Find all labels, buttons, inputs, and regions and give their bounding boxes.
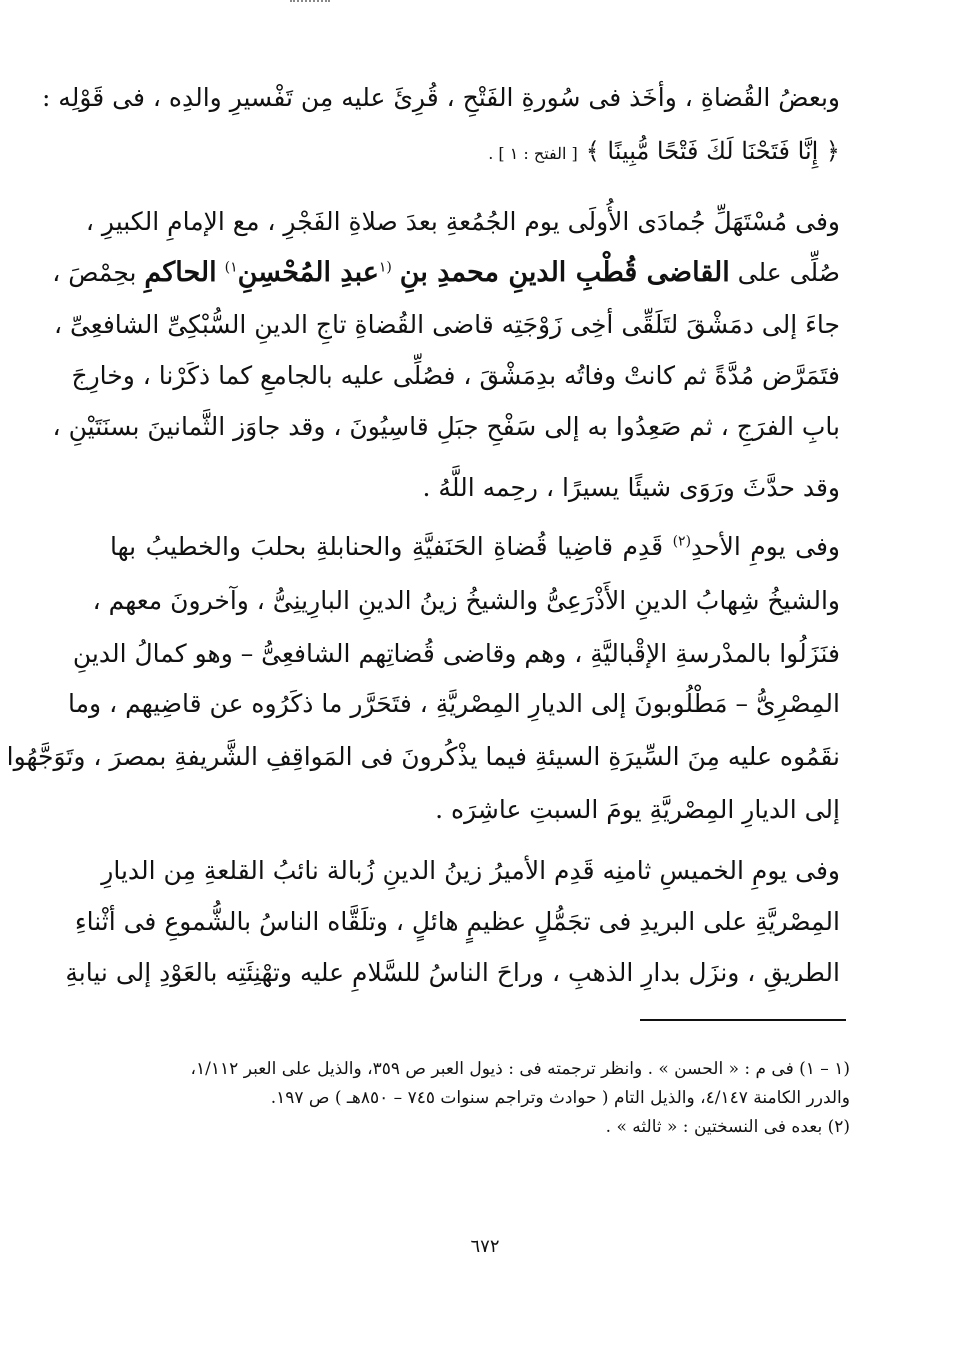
body-line: وفى مُسْتَهَلِّ جُمادَى الأُولَى يوم الجُمُعةِ بعدَ صلاةِ الفَجْرِ ، مع الإمامِ الكبيرِ ، xyxy=(85,207,840,236)
body-line: والشيخُ شِهابُ الدينِ الأَذْرَعِىُّ والشيخُ زينُ الدينِ البارِينِىُّ ، وآخرونَ معهم ، xyxy=(92,586,840,615)
body-line-quran xyxy=(110,131,840,174)
body-line: المِصْرِىُّ – مَطْلُوبونَ إلى الديارِ المِصْريَّةِ ، فتَحَرَّر ما ذكَرُوه عن قاضِيهم ، وما xyxy=(68,689,840,718)
body-line-name xyxy=(52,253,840,293)
footnote-line: (٢) بعده فى النسختين : « ثالثه » . xyxy=(605,1117,850,1137)
body-line: جاءَ إلى دمَشْقَ لتَلَقِّى أخِى زَوْجَتِه قاضى القُضاةِ تاجِ الدينِ السُّبْكِىِّ الشافعِىِّ ، xyxy=(53,310,840,339)
text-run: وفى يومِ الأحدِ xyxy=(691,532,840,561)
body-line: إلى الديارِ المِصْريَّةِ يومَ السبتِ عاشِرَه . xyxy=(435,795,840,824)
body-line-fn xyxy=(110,527,840,567)
footnote-marker: (١ xyxy=(378,259,392,276)
text-run: بحِمْصَ ، xyxy=(52,258,137,287)
verse-reference: [ الفتح : ١ ] . xyxy=(488,144,578,163)
body-line: وبعضُ القُضاةِ ، وأخَذ فى سُورةِ الفَتْحِ ، قُرِئَ عليه مِن تَفْسيرِ والدِه ، فى قَوْلِه : xyxy=(41,83,840,112)
person-name: القاضى قُطْبِ الدينِ محمدِ بنِ xyxy=(399,257,730,288)
body-line: فنَزَلُوا بالمدْرسةِ الإقْباليَّةِ ، وهم وقاضى قُضاتِهم الشافعِىُّ – وهو كمالُ الدينِ xyxy=(72,639,840,668)
body-line: فتَمَرَّض مُدَّةً ثم كانتْ وفاتُه بدِمَشْقَ ، فصُلِّى عليه بالجامعِ كما ذكَرْنا ، وخارِجَ xyxy=(71,361,840,390)
footnote-line: (١ – ١) فى م : « الحسن » . وانظر ترجمته فى : ذيول العبر ص ٣٥٩، والذيل على العبر ١/١١٢، xyxy=(190,1059,850,1079)
footnote-line: والدرر الكامنة ٤/١٤٧، والذيل التام ( حوادث وتراجم سنوات ٧٤٥ – ٨٥٠هـ ) ص ١٩٧. xyxy=(270,1088,850,1108)
page-number: ٦٧٢ xyxy=(470,1236,500,1257)
body-line: نقَمُوه عليه مِنَ السِّيرَةِ السيئةِ فيما يذْكُرونَ فى المَواقِفِ الشَّريفةِ بمصرَ ، وتَوَجَّهُوا xyxy=(6,742,840,771)
person-title: الحاكمِ xyxy=(144,257,217,288)
scan-mark xyxy=(290,0,330,6)
quran-verse: ﴿ إِنَّا فَتَحْنَا لَكَ فَتْحًا مُّبِينًا ﴾ xyxy=(585,137,840,165)
body-line: المِصْريَّةِ على البريدِ فى تجَمُّلٍ عظيمٍ هائلٍ ، وتلَقَّاه الناسُ بالشُّموعِ فى أثْناءِ xyxy=(74,907,840,936)
body-line: وقد حدَّثَ ورَوَى شيئًا يسيرًا ، رحِمه اللَّهُ . xyxy=(422,473,840,502)
footnote-marker: (٢) xyxy=(672,533,692,550)
text-run: قَدِم قاضِيا قُضاةِ الحَنَفيَّةِ والحنابلةِ بحلبَ والخطيبُ بها xyxy=(110,532,664,561)
person-name: عبدِ المُحْسِنِ xyxy=(237,257,379,288)
body-line: وفى يومِ الخميسِ ثامنِه قَدِم الأميرُ زينُ الدينِ زُبالة نائبُ القلعةِ مِن الديارِ xyxy=(101,856,840,885)
footnote-divider xyxy=(640,1019,846,1021)
footnote-marker: ١) xyxy=(224,259,238,276)
text-run: صُلِّى على xyxy=(737,258,840,287)
body-line: بابِ الفرَجِ ، ثم صَعِدُوا به إلى سَفْحِ جبَلِ قاسِيُونَ ، وقد جاوَز الثَّمانينَ بسنَتَيْنِ ، xyxy=(52,412,840,441)
body-line: الطريقِ ، ونزَل بدارِ الذهبِ ، وراحَ الناسُ للسَّلامِ عليه وتهْنِئَتِه بالعَوْدِ إلى نيابةِ xyxy=(65,958,840,987)
